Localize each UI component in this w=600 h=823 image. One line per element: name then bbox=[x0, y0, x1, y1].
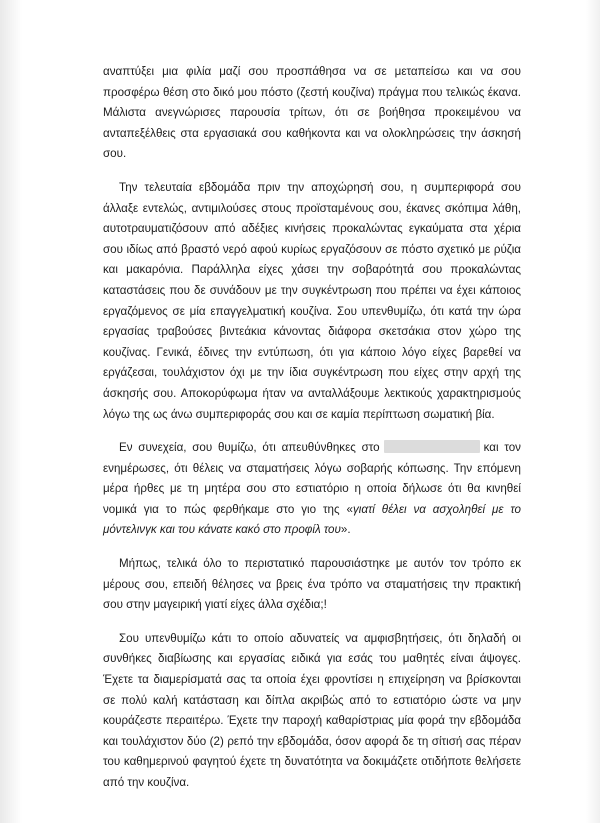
letter-body bbox=[103, 62, 521, 807]
paragraph-3-start: Εν συνεχεία, σου θυμίζω, ότι απευθύνθηκες στο bbox=[119, 441, 380, 455]
paragraph-5: Σου υπενθυμίζω κάτι το οποίο αδυνατείς να αμφισβητήσεις, ότι δηλαδή οι συνθήκες διαβίωσης και εργασίας ειδικά για εσάς του μαθητές είναι άψογες. Έχετε τα διαμερίσματά σας τα οποία έχει φροντίσει η επιχείρηση να βρίσκονται σε πολύ καλή κατάσταση και δίπλα ακριβώς από το εστιατόριο ώστε να μην κουράζεστε περαιτέρω. Έχετε την παροχή καθαρίστριας μία φορά την εβδομάδα και τουλάχιστον δύο (2) ρεπό την εβδομάδα, όσον αφορά δε τη σίτισή σας πέραν του καθημερινού φαγητού έχετε τη δυνατότητα να δοκιμάζετε οτιδήποτε θελήσετε από την κουζίνα. bbox=[103, 631, 521, 789]
paragraph-3-end: ». bbox=[340, 523, 351, 537]
redacted-name-block bbox=[384, 440, 480, 453]
paragraph-3 bbox=[103, 438, 521, 541]
paragraph-3-quote: γιατί θέλει να ασχοληθεί με το μόντελινγκ και του κάνατε κακό στο προφίλ του bbox=[103, 502, 521, 537]
scan-shadow-right bbox=[586, 0, 600, 823]
paragraph-1: αναπτύξει μια φιλία μαζί σου προσπάθησα να σε μεταπείσω και να σου προσφέρω θέση στο δικό μου πόστο (ζεστή κουζίνα) πράγμα που τελικώς έκανα. Μάλιστα ανεγνώρισες παρουσία τρίτων, ότι σε βοήθησα προκειμένου να ανταπεξέλθεις στα εργασιακά σου καθήκοντα και να ολοκληρώσεις την άσκησή σου. bbox=[103, 65, 521, 161]
paragraph-4: Μήπως, τελικά όλο το περιστατικό παρουσιάστηκε με αυτόν τον τρόπο εκ μέρους σου, επειδή θέλησες να βρεις ένα τρόπο να σταματήσεις την πρακτική σου στην μαγειρική γιατί είχες άλλα σχέδια;! bbox=[103, 557, 521, 612]
paragraph-3-middle: και τον ενημέρωσες, ότι θέλεις να σταματήσεις λόγω σοβαρής κόπωσης. Την επόμενη μέρα ήρθες με τη μητέρα σου στο εστιατόριο η οποία δήλωσε ότι θα κινηθεί νομικά για το πώς φερθήκαμε στο γιο της « bbox=[103, 441, 521, 516]
paragraph-2: Την τελευταία εβδομάδα πριν την αποχώρησή σου, η συμπεριφορά σου άλλαξε εντελώς, αντιμιλούσες στους προϊσταμένους σου, έκανες σκόπιμα λάθη, αυτοτραυματιζόσουν από αδέξιες κινήσεις προκαλώντας εγκαύματα στα χέρια σου ιδίως από βραστό νερό αφού κυρίως εργαζόσουν σε πόστο σχετικό με ρύζια και μακαρόνια. Παράλληλα είχες χάσει την σοβαρότητά σου προκαλώντας καταστάσεις που δε συνάδουν με την συγκέντρωση που πρέπει να έχει κάποιος εργαζόμενος σε μία επαγγελματική κουζίνα. Σου υπενθυμίζω, ότι κατά την ώρα εργασίας τραβούσες βιντεάκια κάνοντας διάφορα σκετσάκια στον χώρο της κουζίνας. Γενικά, έδινες την εντύπωση, ότι για κάποιο λόγο είχες βαρεθεί να εργάζεσαι, τουλάχιστον όχι με την ίδια συγκέντρωση που είχες στην αρχή της άσκησής σου. Αποκορύφωμα ήταν να ανταλλάξουμε λεκτικούς χαρακτηρισμούς λόγω της ως άνω συμπεριφοράς σου και σε καμία περίπτωση σωματική βία. bbox=[103, 180, 521, 421]
scan-shadow-left bbox=[0, 0, 22, 823]
